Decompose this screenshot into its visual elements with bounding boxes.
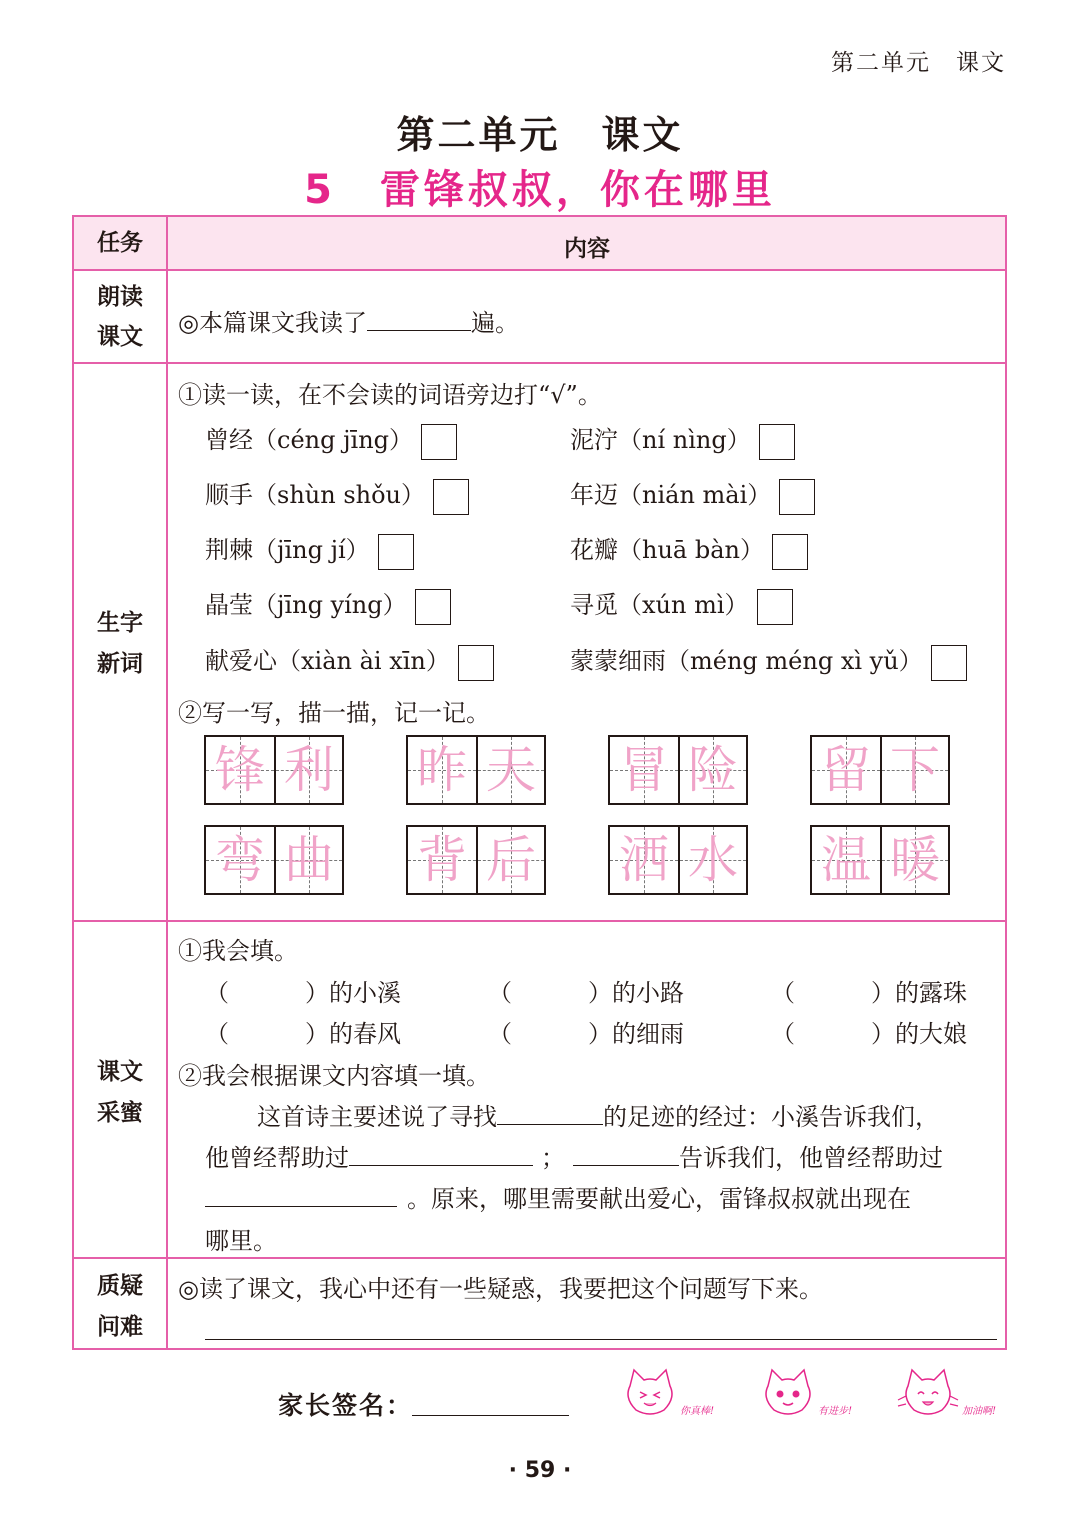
fill-item[interactable]: （ ）的大娘 bbox=[771, 1020, 967, 1048]
word-item: 晶莹（jīng yíng） bbox=[205, 585, 451, 625]
parent-sign-line[interactable] bbox=[412, 1415, 569, 1416]
reading-prompt: ◎本篇课文我读了 遍。 bbox=[178, 309, 519, 337]
word-item: 献爱心（xiàn ài xīn） bbox=[205, 641, 494, 681]
writing-grid[interactable] bbox=[608, 735, 748, 805]
writing-grid[interactable] bbox=[406, 735, 546, 805]
cat-icon bbox=[620, 1366, 680, 1418]
writing-grid[interactable] bbox=[204, 735, 344, 805]
summary-line-3: 。原来，哪里需要献出爱心，雷锋叔叔就出现在 bbox=[205, 1179, 911, 1214]
question-answer-line[interactable] bbox=[205, 1339, 997, 1340]
cat-icon bbox=[758, 1366, 818, 1418]
check-box[interactable] bbox=[772, 534, 808, 570]
explore-instruction-1: ①我会填。 bbox=[178, 937, 298, 965]
writing-grid[interactable] bbox=[608, 825, 748, 895]
vocab-label-1: 生字 bbox=[97, 610, 143, 636]
fill-item[interactable]: （ ）的春风 bbox=[205, 1020, 401, 1048]
trace-char: 险 bbox=[688, 741, 738, 799]
header-content: 内容 bbox=[564, 236, 610, 262]
writing-grid[interactable] bbox=[204, 825, 344, 895]
trace-char: 暖 bbox=[890, 831, 940, 889]
fill-item[interactable]: （ ）的露珠 bbox=[771, 979, 967, 1007]
trace-char: 留 bbox=[821, 741, 871, 799]
word-item: 荆棘（jīng jí） bbox=[205, 530, 414, 570]
lesson-title: 5 雷锋叔叔，你在哪里 bbox=[304, 167, 776, 213]
check-box[interactable] bbox=[421, 424, 457, 460]
trace-char: 洒 bbox=[619, 831, 669, 889]
summary-blank[interactable] bbox=[497, 1102, 603, 1125]
summary-blank[interactable] bbox=[573, 1143, 679, 1166]
table-header-row bbox=[74, 217, 1005, 269]
trace-char: 昨 bbox=[417, 741, 467, 799]
trace-char: 水 bbox=[688, 831, 738, 889]
fill-item[interactable]: （ ）的小路 bbox=[488, 979, 684, 1007]
trace-char: 温 bbox=[821, 831, 871, 889]
reading-label-2: 课文 bbox=[97, 324, 143, 350]
writing-grid[interactable] bbox=[810, 825, 950, 895]
explore-label-1: 课文 bbox=[97, 1059, 143, 1085]
parent-sign-label: 家长签名： bbox=[278, 1391, 414, 1420]
writing-grid[interactable] bbox=[406, 825, 546, 895]
trace-char: 下 bbox=[890, 741, 940, 799]
running-header: 第二单元 课文 bbox=[831, 50, 1006, 76]
fill-item[interactable]: （ ）的细雨 bbox=[488, 1020, 684, 1048]
trace-char: 背 bbox=[417, 831, 467, 889]
summary-blank[interactable] bbox=[205, 1184, 397, 1207]
summary-line-1: 这首诗主要述说了寻找 的足迹的经过：小溪告诉我们， bbox=[257, 1103, 939, 1131]
word-item: 顺手（shùn shǒu） bbox=[205, 475, 469, 515]
reading-count-blank[interactable] bbox=[367, 308, 471, 331]
check-box[interactable] bbox=[931, 645, 967, 681]
check-box[interactable] bbox=[757, 589, 793, 625]
header-task: 任务 bbox=[97, 230, 143, 256]
check-box[interactable] bbox=[378, 534, 414, 570]
trace-char: 锋 bbox=[215, 741, 265, 799]
fill-item[interactable]: （ ）的小溪 bbox=[205, 979, 401, 1007]
explore-instruction-2: ②我会根据课文内容填一填。 bbox=[178, 1062, 490, 1090]
trace-char: 利 bbox=[284, 741, 334, 799]
word-item: 泥泞（ní nìng） bbox=[570, 420, 795, 460]
sticker-cheer: 加油啊! bbox=[896, 1366, 1006, 1418]
cat-icon bbox=[896, 1366, 960, 1418]
word-item: 曾经（céng jīng） bbox=[205, 420, 457, 460]
vocab-instruction-2: ②写一写，描一描，记一记。 bbox=[178, 699, 490, 727]
reading-label-1: 朗读 bbox=[97, 284, 143, 310]
trace-char: 冒 bbox=[619, 741, 669, 799]
question-label-2: 问难 bbox=[97, 1314, 143, 1340]
page-title: 第二单元 课文 bbox=[396, 113, 684, 157]
task-table bbox=[72, 215, 1007, 1350]
check-box[interactable] bbox=[779, 479, 815, 515]
vocab-instruction-1: ①读一读，在不会读的词语旁边打“√”。 bbox=[178, 381, 602, 409]
check-box[interactable] bbox=[458, 645, 494, 681]
vocab-label-2: 新词 bbox=[97, 651, 143, 677]
question-label-1: 质疑 bbox=[97, 1273, 143, 1299]
trace-char: 后 bbox=[486, 831, 536, 889]
trace-char: 曲 bbox=[284, 831, 334, 889]
question-prompt: ◎读了课文，我心中还有一些疑惑，我要把这个问题写下来。 bbox=[178, 1275, 823, 1303]
word-item: 寻觅（xún mì） bbox=[570, 585, 793, 625]
word-item: 蒙蒙细雨（méng méng xì yǔ） bbox=[570, 641, 967, 681]
sticker-progress: 有进步! bbox=[758, 1366, 868, 1418]
writing-grid[interactable] bbox=[810, 735, 950, 805]
trace-char: 天 bbox=[486, 741, 536, 799]
trace-char: 弯 bbox=[215, 831, 265, 889]
check-box[interactable] bbox=[415, 589, 451, 625]
check-box[interactable] bbox=[433, 479, 469, 515]
explore-label-2: 采蜜 bbox=[97, 1100, 143, 1126]
summary-line-4: 哪里。 bbox=[205, 1227, 277, 1255]
summary-line-2: 他曾经帮助过 ； 告诉我们，他曾经帮助过 bbox=[205, 1144, 943, 1172]
word-item: 花瓣（huā bàn） bbox=[570, 530, 808, 570]
summary-blank[interactable] bbox=[349, 1143, 533, 1166]
word-item: 年迈（nián mài） bbox=[570, 475, 815, 515]
check-box[interactable] bbox=[759, 424, 795, 460]
sticker-good: 你真棒! bbox=[620, 1366, 730, 1418]
page-number: · 59 · bbox=[508, 1458, 572, 1483]
